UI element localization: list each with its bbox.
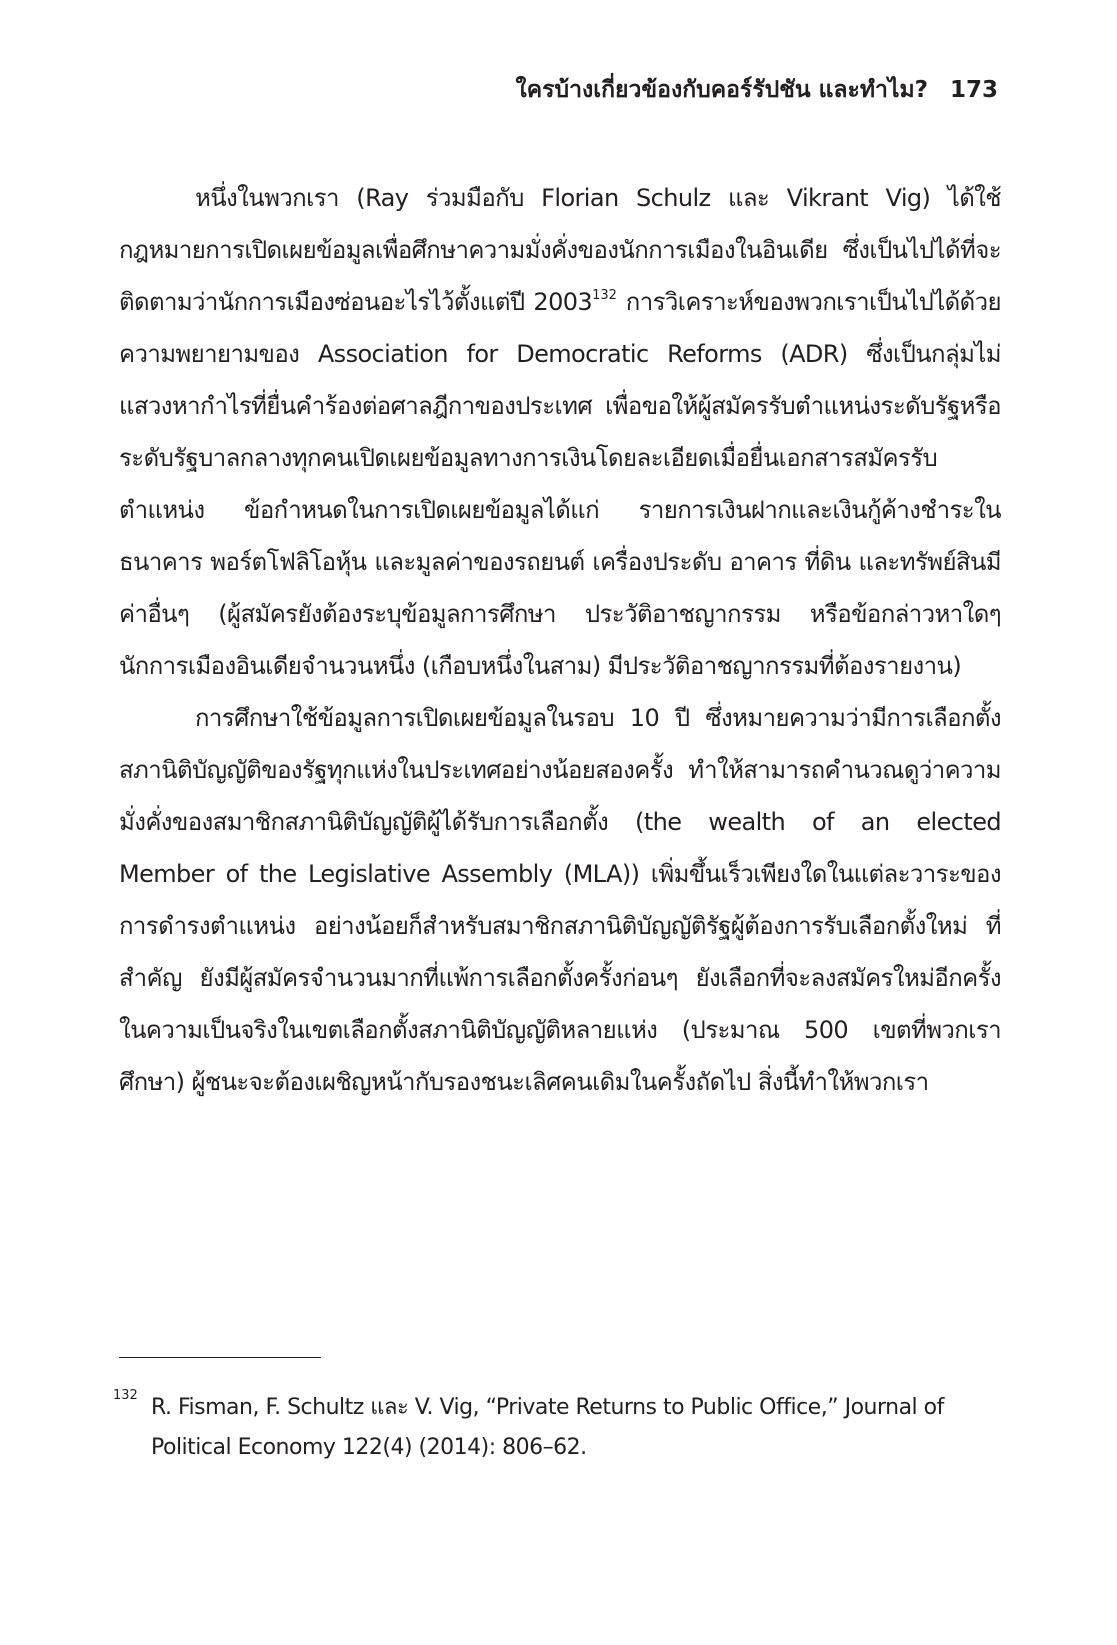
running-header	[516, 74, 998, 106]
footnote-text: R. Fisman, F. Schultz และ V. Vig, “Private Returns to Public Office,” Journal of Political Economy 122(4) (2014): 806–62.	[151, 1395, 944, 1460]
footnote-number: 132	[113, 1388, 138, 1403]
footnote	[113, 1388, 1001, 1468]
paragraph-1-part-2: การวิเคราะห์ของพวกเราเป็นไปได้ด้วยความพยายามของ Association for Democratic Reforms (ADR) ซึ่งเป็นกลุ่มไม่แสวงหากำไรที่ยื่นคำร้องต่อศาลฎีกาของประเทศ เพื่อขอให้ผู้สมัครรับตำแหน่งระดับรัฐหรือระดับรัฐบาลกลางทุกคนเปิดเผยข้อมูลทางการเงินโดยละเอียดเมื่อยื่นเอกสารสมัครรับตำแหน่ง ข้อกำหนดในการเปิดเผยข้อมูลได้แก่ รายการเงินฝากและเงินกู้ค้างชำระในธนาคาร พอร์ตโฟลิโอหุ้น และมูลค่าของรถยนต์ เครื่องประดับ อาคาร ที่ดิน และทรัพย์สินมีค่าอื่นๆ (ผู้สมัครยังต้องระบุข้อมูลการศึกษา ประวัติอาชญากรรม หรือข้อกล่าวหาใดๆ นักการเมืองอินเดียจำนวนหนึ่ง (เกือบหนึ่งในสาม) มีประวัติอาชญากรรมที่ต้องรายงาน)	[119, 288, 1001, 680]
footnote-divider	[119, 1357, 321, 1358]
paragraph-1-part-1: หนึ่งในพวกเรา (Ray ร่วมมือกับ Florian Schulz และ Vikrant Vig) ได้ใช้กฎหมายการเปิดเผยข้อมูลเพื่อศึกษาความมั่งคั่งของนักการเมืองในอินเดีย ซึ่งเป็นไปได้ที่จะติดตามว่านักการเมืองซ่อนอะไรไว้ตั้งแต่ปี 2003	[119, 184, 1001, 316]
page-number: 173	[949, 77, 998, 103]
chapter-title: ใครบ้างเกี่ยวข้องกับคอร์รัปชัน และทำไม?	[515, 77, 928, 103]
footnote-reference: 132	[592, 288, 617, 303]
paragraph-1	[119, 172, 1001, 692]
body-text	[119, 172, 1001, 1108]
paragraph-2: การศึกษาใช้ข้อมูลการเปิดเผยข้อมูลในรอบ 10 ปี ซึ่งหมายความว่ามีการเลือกตั้งสภานิติบัญญัติของรัฐทุกแห่งในประเทศอย่างน้อยสองครั้ง ทำให้สามารถคำนวณดูว่าความมั่งคั่งของสมาชิกสภานิติบัญญัติผู้ได้รับการเลือกตั้ง (the wealth of an elected Member of the Legislative Assembly (MLA)) เพิ่มขึ้นเร็วเพียงใดในแต่ละวาระของการดำรงตำแหน่ง อย่างน้อยก็สำหรับสมาชิกสภานิติบัญญัติรัฐผู้ต้องการรับเลือกตั้งใหม่ ที่สำคัญ ยังมีผู้สมัครจำนวนมากที่แพ้การเลือกตั้งครั้งก่อนๆ ยังเลือกที่จะลงสมัครใหม่อีกครั้ง ในความเป็นจริงในเขตเลือกตั้งสภานิติบัญญัติหลายแห่ง (ประมาณ 500 เขตที่พวกเราศึกษา) ผู้ชนะจะต้องเผชิญหน้ากับรองชนะเลิศคนเดิมในครั้งถัดไป สิ่งนี้ทำให้พวกเรา	[119, 704, 1001, 1096]
